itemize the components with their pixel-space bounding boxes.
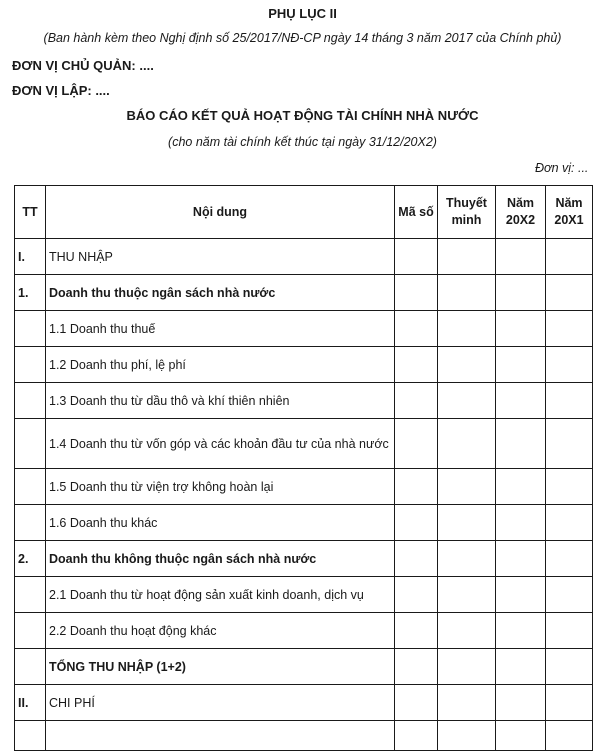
code-cell (395, 721, 438, 751)
year-current-cell (496, 505, 546, 541)
year-prior-cell (546, 613, 593, 649)
table-row (15, 577, 593, 613)
row-number: 1. (15, 275, 46, 311)
table-row (15, 469, 593, 505)
year-prior-cell (546, 311, 593, 347)
header-note: Thuyết minh (438, 186, 496, 239)
year-prior-cell (546, 577, 593, 613)
note-cell (438, 505, 496, 541)
year-prior-cell (546, 419, 593, 469)
code-cell (395, 541, 438, 577)
code-cell (395, 685, 438, 721)
note-cell (438, 419, 496, 469)
row-content: CHI PHÍ (46, 685, 395, 721)
row-content: 1.6 Doanh thu khác (46, 505, 395, 541)
table-row (15, 383, 593, 419)
code-cell (395, 649, 438, 685)
header-year-prior: Năm 20X1 (546, 186, 593, 239)
year-current-cell (496, 419, 546, 469)
note-cell (438, 239, 496, 275)
row-content: 1.4 Doanh thu từ vốn góp và các khoản đầu tư của nhà nước (46, 419, 395, 469)
table-row (15, 419, 593, 469)
row-content: 2.1 Doanh thu từ hoạt động sản xuất kinh doanh, dịch vụ (46, 577, 395, 613)
row-content: THU NHẬP (46, 239, 395, 275)
code-cell (395, 469, 438, 505)
year-current-cell (496, 649, 546, 685)
row-content: Doanh thu không thuộc ngân sách nhà nước (46, 541, 395, 577)
row-number (15, 505, 46, 541)
row-number: II. (15, 685, 46, 721)
year-current-cell (496, 383, 546, 419)
header-year-current: Năm 20X2 (496, 186, 546, 239)
note-cell (438, 685, 496, 721)
year-current-cell (496, 721, 546, 751)
year-prior-cell (546, 541, 593, 577)
year-prior-cell (546, 383, 593, 419)
code-cell (395, 505, 438, 541)
appendix-title: PHỤ LỤC II (268, 6, 337, 21)
note-cell (438, 275, 496, 311)
year-prior-cell (546, 347, 593, 383)
table-row (15, 685, 593, 721)
row-number (15, 469, 46, 505)
note-cell (438, 541, 496, 577)
table-header-row (15, 186, 593, 239)
table-row (15, 505, 593, 541)
row-number: I. (15, 239, 46, 275)
row-content (46, 721, 395, 751)
table-row (15, 311, 593, 347)
report-title: BÁO CÁO KẾT QUẢ HOẠT ĐỘNG TÀI CHÍNH NHÀ NƯỚC (126, 108, 479, 123)
year-current-cell (496, 613, 546, 649)
row-number (15, 613, 46, 649)
row-content: 1.5 Doanh thu từ viện trợ không hoàn lại (46, 469, 395, 505)
year-current-cell (496, 577, 546, 613)
row-content: Doanh thu thuộc ngân sách nhà nước (46, 275, 395, 311)
report-period: (cho năm tài chính kết thúc tại ngày 31/12/20X2) (168, 135, 437, 149)
preparing-unit-label: ĐƠN VỊ LẬP: .... (12, 83, 110, 98)
table-row (15, 613, 593, 649)
table-row (15, 347, 593, 383)
row-content: 1.3 Doanh thu từ dầu thô và khí thiên nhiên (46, 383, 395, 419)
year-current-cell (496, 311, 546, 347)
table-row (15, 275, 593, 311)
code-cell (395, 613, 438, 649)
row-number (15, 649, 46, 685)
year-prior-cell (546, 649, 593, 685)
row-content: 1.1 Doanh thu thuế (46, 311, 395, 347)
managing-unit-label: ĐƠN VỊ CHỦ QUẢN: .... (12, 58, 154, 73)
table-body (15, 239, 593, 751)
year-prior-cell (546, 239, 593, 275)
row-number (15, 419, 46, 469)
note-cell (438, 311, 496, 347)
note-cell (438, 577, 496, 613)
note-cell (438, 347, 496, 383)
header-content: Nội dung (46, 186, 395, 239)
table-row (15, 239, 593, 275)
header-tt: TT (15, 186, 46, 239)
code-cell (395, 347, 438, 383)
row-number (15, 347, 46, 383)
year-current-cell (496, 239, 546, 275)
year-current-cell (496, 685, 546, 721)
table-row (15, 541, 593, 577)
year-prior-cell (546, 275, 593, 311)
code-cell (395, 383, 438, 419)
code-cell (395, 275, 438, 311)
note-cell (438, 721, 496, 751)
row-content: 1.2 Doanh thu phí, lệ phí (46, 347, 395, 383)
year-current-cell (496, 347, 546, 383)
year-prior-cell (546, 721, 593, 751)
row-number (15, 577, 46, 613)
note-cell (438, 383, 496, 419)
note-cell (438, 613, 496, 649)
row-number (15, 311, 46, 347)
issuance-note: (Ban hành kèm theo Nghị định số 25/2017/NĐ-CP ngày 14 tháng 3 năm 2017 của Chính phủ) (43, 31, 562, 45)
row-content: TỔNG THU NHẬP (1+2) (46, 649, 395, 685)
year-prior-cell (546, 685, 593, 721)
note-cell (438, 469, 496, 505)
row-number (15, 721, 46, 751)
code-cell (395, 239, 438, 275)
financial-report-table (14, 185, 593, 751)
year-current-cell (496, 469, 546, 505)
note-cell (438, 649, 496, 685)
code-cell (395, 311, 438, 347)
table-row (15, 649, 593, 685)
table-row (15, 721, 593, 751)
header-code: Mã số (395, 186, 438, 239)
code-cell (395, 577, 438, 613)
year-current-cell (496, 541, 546, 577)
year-prior-cell (546, 505, 593, 541)
row-content: 2.2 Doanh thu hoạt động khác (46, 613, 395, 649)
code-cell (395, 419, 438, 469)
row-number: 2. (15, 541, 46, 577)
unit-label: Đơn vị: ... (535, 161, 589, 175)
year-current-cell (496, 275, 546, 311)
year-prior-cell (546, 469, 593, 505)
row-number (15, 383, 46, 419)
